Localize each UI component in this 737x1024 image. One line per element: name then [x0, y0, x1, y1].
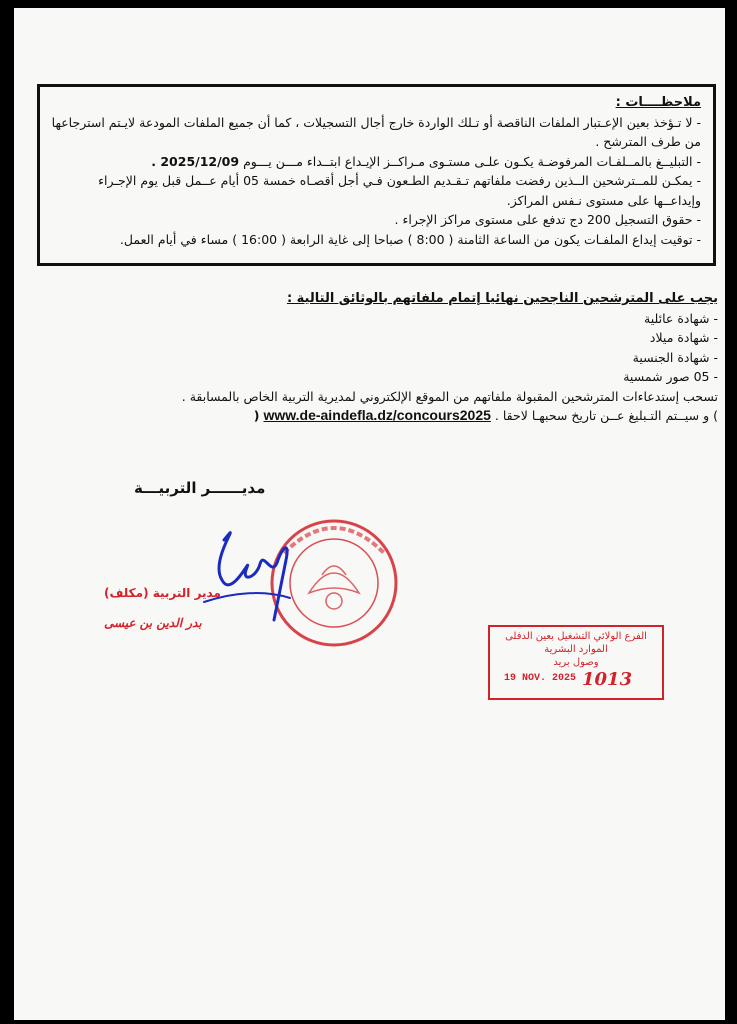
- reception-stamp: [488, 625, 664, 700]
- notes-title: ملاحظــــات :: [615, 95, 701, 110]
- note-item: - يمكـن للمــترشحين الــذين رفضت ملفاتهم تـقـديم الطـعون فـي أجل أقصـاه خمسة 05 أيام عــمل قبل يوم الإجـراء وإيداعــها على مستوى نـفس المراكز.: [98, 173, 701, 208]
- note-item: [50, 152, 701, 172]
- document-item: - شهادة الجنسية: [632, 349, 718, 365]
- document-item: - شهادة عائلية: [644, 310, 718, 326]
- stamp-line: الفرع الولائي التشغيل بعين الدفلى: [505, 631, 647, 642]
- note-item: - توقيت إيداع الملفـات يكون من الساعة الثامنة ( 8:00 ) صباحا إلى غاية الرابعة ( 16:00 ) مساء في أيام العمل.: [119, 231, 701, 247]
- note-text: - التبليــغ بالمــلفـات المرفوضـة يكـون علـى مستـوى مـراكــز الإيـداع ابتــداء مـــن يـــوم: [243, 153, 701, 169]
- director-title: مديــــــر التربيـــة: [134, 479, 266, 497]
- document-item: - شهادة ميلاد: [649, 330, 718, 345]
- withdraw-line: تسحب إستدعاءات المترشحين المقبولة ملفاتهم من الموقع الإلكتروني لمديرية التربية الخاص بالمسابقة .: [181, 388, 718, 404]
- website-link[interactable]: www.de-aindefla.dz/concours2025: [263, 407, 491, 423]
- handwritten-signature-icon: [194, 520, 294, 630]
- note-date: 2025/12/09 .: [151, 153, 240, 169]
- document-item: - 05 صور شمسية: [623, 369, 718, 384]
- stamp-date: 19 NOV. 2025: [504, 673, 577, 684]
- stamp-line: وصول بريد: [553, 657, 599, 668]
- stamp-number: 1013: [582, 669, 633, 690]
- document-page: [14, 8, 725, 1020]
- withdraw-end: ) و سيــتم التـبليغ عــن تاريخ سحبهـا لاحقا .: [494, 408, 718, 423]
- note-item: - حقوق التسجيل 200 دج تدفع على مستوى مراكز الإجراء .: [394, 212, 701, 227]
- stamp-line: الموارد البشرية: [544, 644, 608, 655]
- signer-role: مدير التربية (مكلف): [104, 586, 221, 600]
- notes-box: [37, 84, 716, 266]
- url-line: ) و سيــتم التـبليغ عــن تاريخ سحبهـا لاحقا . www.de-aindefla.dz/concours2025 (: [253, 407, 718, 423]
- signer-name: بدر الدين بن عيسى: [104, 616, 202, 630]
- note-item: - لا تـؤخذ بعين الإعـتبار الملفات الناقصة أو تـلك الواردة خارج أجال التسجيلات ، كما أن جميع الملفات المودعة لايـتم استرجاعها من طرف المترشح .: [51, 114, 701, 149]
- documents-title: يجب على المترشحين الناجحين نهائيا إتمام ملفاتهم بالوثائق التالية :: [286, 291, 718, 306]
- required-documents: [54, 289, 718, 426]
